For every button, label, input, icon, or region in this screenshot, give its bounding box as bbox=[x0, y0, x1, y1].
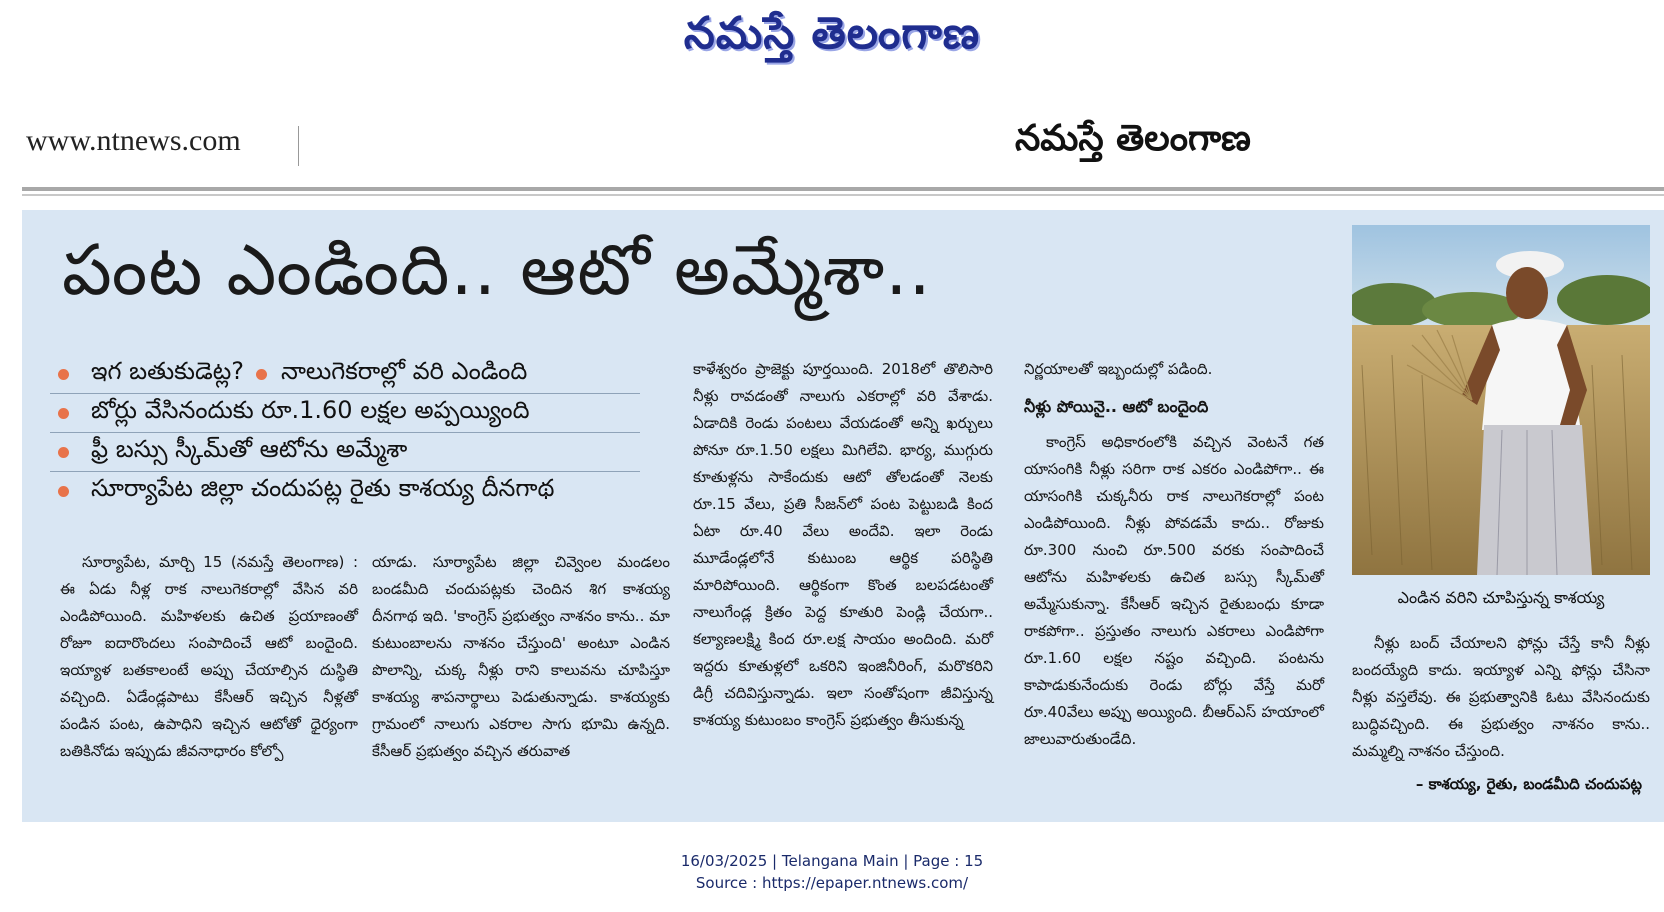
bullet-dot-icon bbox=[58, 447, 69, 458]
bullet-text: నాలుగెకరాల్లో వరి ఎండింది bbox=[281, 357, 528, 385]
bullet-text: బోర్లు వేసినందుకు రూ.1.60 లక్షల అప్పయ్యింది bbox=[91, 396, 530, 424]
bullet-dot-icon bbox=[58, 408, 69, 419]
header-rule bbox=[22, 187, 1664, 191]
page-footer bbox=[0, 850, 1664, 894]
sub-heading: నీళ్లు పోయినై.. ఆటో బందైంది bbox=[1024, 397, 1209, 416]
column-text: సూర్యాపేట, మార్చి 15 (నమస్తే తెలంగాణ) : ఈ ఏడు నీళ్ల రాక నాలుగెకరాల్లో వేసిన వరి ఎండిపోయింది. మహిళలకు ఉచిత ప్రయాణంతో రోజూ ఐదారొందలు సంపాదించే ఆటో బందైంది. ఇయ్యాళ బతకాలంటే అప్పు చేయాల్సిన దుస్థితి వచ్చింది. ఏడేండ్లపాటు కేసీఆర్ ఇచ్చిన నీళ్లతో పండిన పంట, ఉపాధిని ఇచ్చిన ఆటోతో ధైర్యంగా బతికినోడు ఇప్పుడు జీవనాధారం కోల్పో bbox=[60, 553, 358, 760]
photo-caption: ఎండిన వరిని చూపిస్తున్న కాశయ్య bbox=[1397, 588, 1605, 607]
column-text: యాడు. సూర్యాపేట జిల్లా చివ్వెంల మండలం బండమీది చందుపట్లకు చెందిన శిగ కాశయ్య దీనగాథ ఇది. 'కాంగ్రెస్ ప్రభుత్వం నాశనం కాను.. మా కుటుంబాలను నాశనం చేస్తుంది' అంటూ ఎండిన పొలాన్ని, చుక్క నీళ్లు రాని కాలువను చూపిస్తూ కాశయ్య శాపనార్థాలు పెడుతున్నాడు. కాశయ్యకు గ్రామంలో నాలుగు ఎకరాల సాగు భూమి ఉన్నది. కేసీఆర్ ప్రభుత్వం వచ్చిన తరువాత bbox=[372, 553, 670, 760]
article-column-4 bbox=[1024, 356, 1324, 753]
edition-info: 16/03/2025 | Telangana Main | Page : 15 bbox=[680, 852, 984, 870]
masthead-title: నమస్తే తెలంగాణ bbox=[683, 8, 981, 59]
brand-name: నమస్తే తెలంగాణ bbox=[1015, 118, 1251, 159]
bullet-dot-icon bbox=[58, 369, 69, 380]
header-divider bbox=[298, 126, 299, 166]
source-link[interactable]: Source : https://epaper.ntnews.com/ bbox=[695, 874, 969, 892]
column-text: కాంగ్రెస్ అధికారంలోకి వచ్చిన వెంటనే గత యాసంగికి నీళ్లు సరిగా రాక ఎకరం ఎండిపోగా.. ఈ యాసంగికి చుక్కనీరు రాక నాలుగెకరాల్లో పంట ఎండిపోయింది. నీళ్లు పోవడమే కాదు.. రోజుకు రూ.300 నుంచి రూ.500 వరకు సంపాదించే ఆటోను మహిళలకు ఉచిత బస్సు స్కీమ్‌తో అమ్మేసుకున్నా. కేసీఆర్ ఇచ్చిన రైతుబంధు కూడా రాకపోగా.. ప్రస్తుతం నాలుగు ఎకరాలు ఎండిపోగా రూ.1.60 లక్షల నష్టం వచ్చింది. పంటను కాపాడుకునేందుకు రెండు బోర్లు వేస్తే మరో రూ.40వేలు అప్పు అయ్యింది. బీఆర్ఎస్ హయాంలో జాలువారుతుండేది. bbox=[1024, 433, 1324, 748]
bullet-row bbox=[50, 355, 640, 394]
masthead-logo bbox=[0, 8, 1664, 70]
article-column-3 bbox=[693, 356, 993, 734]
article-column-1 bbox=[60, 549, 358, 765]
farmer-quote bbox=[1352, 630, 1650, 765]
bullet-dot-icon bbox=[256, 369, 267, 380]
bullet-dot-icon bbox=[58, 486, 69, 497]
bullet-row bbox=[50, 394, 640, 433]
article-column-2 bbox=[372, 549, 670, 765]
bullet-row bbox=[50, 472, 640, 510]
quote-text: నీళ్లు బంద్ చేయాలని ఫోన్లు చేస్తే కానీ నీళ్లు బందయ్యేది కాదు. ఇయ్యాళ ఎన్ని ఫోన్లు చేసినా నీళ్లు వస్తలేవు. ఈ ప్రభుత్వానికి ఓటు వేసినందుకు బుద్ధివచ్చింది. ఈ ప్రభుత్వం నాశనం కాను.. మమ్మల్ని నాశనం చేస్తుంది. bbox=[1352, 634, 1650, 760]
highlight-bullets bbox=[50, 355, 640, 510]
header-rule-thin bbox=[22, 194, 1664, 196]
column-text: కాళేశ్వరం ప్రాజెక్టు పూర్తయింది. 2018లో తొలిసారి నీళ్లు రావడంతో నాలుగు ఎకరాల్లో వరి వేశాడు. ఏడాదికి రెండు పంటలు వేయడంతో అన్ని ఖర్చులు పోనూ రూ.1.50 లక్షలు మిగిలేవి. భార్య, ముగ్గురు కూతుళ్లను సాకేందుకు ఆటో తోలడంతో నెలకు రూ.15 వేలు, ప్రతి సీజన్‌లో పంట పెట్టుబడి కింద ఏటా రూ.40 వేలు అందేవి. ఇలా రెండు మూడేండ్లలోనే కుటుంబ ఆర్థిక పరిస్థితి మారిపోయింది. ఆర్థికంగా కొంత బలపడటంతో నాలుగేండ్ల క్రితం పెద్ద కూతురి పెండ్లి చేయగా.. కల్యాణలక్ష్మి కింద రూ.లక్ష సాయం అందింది. మరో ఇద్దరు కూతుళ్లలో ఒకరిని ఇంజినీరింగ్, మరొకరిని డిగ్రీ చదివిస్తున్నాడు. ఇలా సంతోషంగా జీవిస్తున్న కాశయ్య కుటుంబం కాంగ్రెస్ ప్రభుత్వం తీసుకున్న bbox=[693, 360, 993, 729]
farmer-photo-image bbox=[1352, 225, 1650, 575]
quote-attribution: – కాశయ్య, రైతు, బండమీది చందుపట్ల bbox=[1415, 775, 1642, 793]
bullet-text: ఇగ బతుకుడెట్ల? bbox=[91, 357, 244, 385]
bullet-text: ఫ్రీ బస్సు స్కీమ్‌తో ఆటోను అమ్మేశా bbox=[91, 435, 408, 463]
site-url[interactable]: www.ntnews.com bbox=[26, 124, 241, 157]
article-headline: పంట ఎండింది.. ఆటో అమ్మేశా.. bbox=[62, 229, 932, 311]
farmer-photo bbox=[1352, 225, 1650, 575]
bullet-row bbox=[50, 433, 640, 472]
bullet-text: సూర్యాపేట జిల్లా చందుపట్ల రైతు కాశయ్య దీనగాథ bbox=[91, 474, 555, 502]
column-text: నిర్ణయాలతో ఇబ్బందుల్లో పడింది. bbox=[1024, 360, 1213, 378]
